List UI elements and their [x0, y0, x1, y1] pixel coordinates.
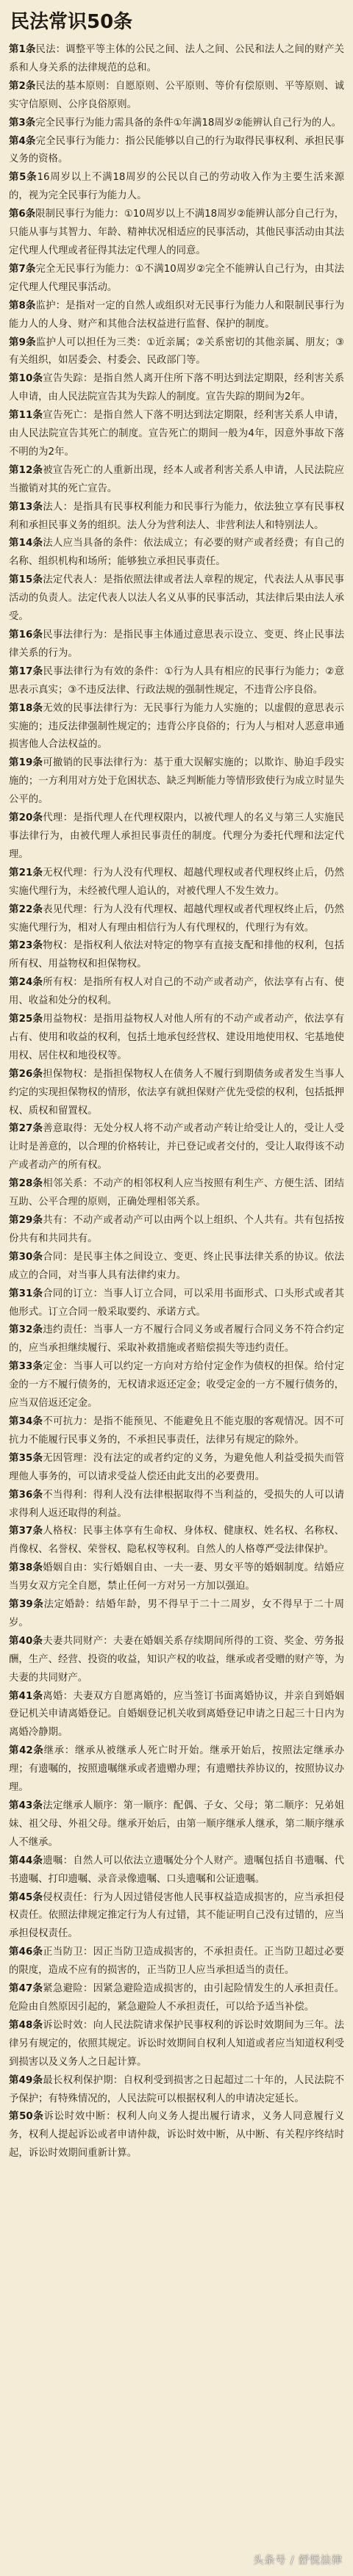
article-text: 完全无民事行为能力：①不满10周岁②完全不能辨认自己行为，由其法定代理人代理民事活动。	[9, 263, 345, 293]
article-text: 夫妻共同财产：夫妻在婚姻关系存续期间所得的工资、奖金、劳务报酬，生产、经营、投资的收益，知识产权的收益，继承或者受赠的财产等，为夫妻的共同财产。	[9, 1635, 344, 1684]
article-text: 遗嘱：自然人可以依法立遗嘱处分个人财产。遗嘱包括自书遗嘱、代书遗嘱、打印遗嘱、录音录像遗嘱、口头遗嘱和公证遗嘱。	[9, 1855, 344, 1885]
article-number: 第44条	[9, 1855, 43, 1866]
article-number: 第49条	[9, 2074, 43, 2086]
article-text: 继承：继承从被继承人死亡时开始。继承开始后，按照法定继承办理；有遗嘱的，按照遗嘱继承或者遗赠办理；有遗赠扶养协议的，按照协议办理。	[9, 1745, 345, 1794]
article-item	[9, 1321, 344, 1358]
article-text: 合同的订立：当事人订立合同，可以采用书面形式、口头形式或者其他形式。订立合同一般采取要约、承诺方式。	[9, 1288, 344, 1318]
article-item	[9, 1450, 344, 1487]
article-text: 紧急避险：因紧急避险造成损害的，由引起险情发生的人承担责任。危险由自然原因引起的，紧急避险人不承担责任，可以给予适当补偿。	[9, 1983, 344, 2013]
article-item	[9, 2017, 344, 2072]
article-number: 第18条	[9, 702, 43, 714]
article-number: 第2条	[9, 80, 36, 92]
article-text: 限制民事行为能力：①10周岁以上不满18周岁②能辨认部分自己行为，只能从事与其智力、年龄、精神状况相适应的民事活动，其他民事活动由其法定代理人代理或者征得其法定代理人的同意。	[9, 209, 344, 256]
article-text: 完全民事行为能力：指公民能够以自己的行为取得民事权利、承担民事义务的资格。	[9, 135, 345, 165]
article-text: 无效的民事法律行为：无民事行为能力人实施的；以虚假的意思表示实施的；违反法律强制性规定的；违背公序良俗的；行为人与相对人恶意串通损害他人合法权益的。	[9, 702, 344, 751]
article-text: 定金：当事人可以约定一方向对方给付定金作为债权的担保。给付定金的一方不履行债务的，无权请求返还定金；收受定金的一方不履行债务的，应当双倍返还定金。	[9, 1361, 344, 1410]
article-number: 第20条	[9, 812, 43, 824]
article-text: 侵权责任：行为人因过错侵害他人民事权益造成损害的，应当承担侵权责任。依照法律规定推定行为人有过错，其不能证明自己没有过错的，应当承担侵权责任。	[9, 1891, 344, 1940]
article-number: 第34条	[9, 1415, 43, 1427]
article-item	[9, 2108, 344, 2163]
article-number: 第5条	[9, 172, 38, 184]
article-number: 第45条	[9, 1891, 43, 1903]
article-item	[9, 1413, 344, 1450]
article-text: 物权：是指权利人依法对特定的物享有直接支配和排他的权利，包括所有权、用益物权和担保物权。	[9, 940, 344, 970]
article-text: 不当得利：得利人没有法律根据取得不当利益的，受损失的人可以请求得利人返还取得的利益。	[9, 1489, 344, 1519]
article-number: 第16条	[9, 629, 43, 641]
article-number: 第7条	[9, 263, 36, 275]
article-text: 宣告死亡：是指自然人下落不明达到法定期限，经利害关系人申请，由人民法院宣告其死亡的制度。宣告死亡的期间一般为4年，因意外事故下落不明的为2年。	[9, 410, 344, 458]
article-number: 第32条	[9, 1324, 43, 1336]
article-number: 第28条	[9, 1178, 43, 1190]
article-item	[9, 1523, 344, 1559]
article-text: 婚姻自由：实行婚姻自由、一夫一妻、男女平等的婚姻制度。结婚应当男女双方完全自愿，禁止任何一方对另一方加以强迫。	[9, 1562, 344, 1592]
article-number: 第40条	[9, 1635, 43, 1647]
article-number: 第25条	[9, 1014, 43, 1025]
article-number: 第13条	[9, 501, 43, 513]
article-number: 第3条	[9, 117, 36, 129]
article-text: 正当防卫：因正当防卫造成损害的，不承担责任。正当防卫超过必要的限度，造成不应有的损害的，正当防卫人应当承担适当的责任。	[9, 1947, 344, 1977]
article-item	[9, 407, 344, 462]
article-item	[9, 2072, 344, 2109]
article-number: 第9条	[9, 336, 36, 348]
article-text: 民法：调整平等主体的公民之间、法人之间、公民和法人之间的财产关系和人身关系的法律规范的总和。	[9, 44, 345, 73]
article-text: 监护人可以担任为三类：①近亲属；②关系密切的其他亲属、朋友；③有关组织，如居委会、村委会、民政部门等。	[9, 336, 344, 367]
article-number: 第30条	[9, 1251, 43, 1263]
article-number: 第48条	[9, 2019, 43, 2031]
article-item	[9, 663, 344, 700]
article-list	[9, 41, 344, 2163]
article-number: 第6条	[9, 209, 36, 220]
article-text: 宣告失踪：是指自然人离开住所下落不明达到法定期限，经利害关系人申请，由人民法院宣告其为失踪人的制度。宣告失踪的期间为2年。	[9, 373, 344, 403]
article-item	[9, 754, 344, 809]
article-text: 所有权：是指所有权人对自己的不动产或者动产，依法享有占有、使用、收益和处分的权利。	[9, 977, 344, 1007]
article-text: 民法的基本原则：自愿原则、公平原则、等价有偿原则、平等原则、诚实守信原则、公序良俗原则。	[9, 80, 345, 110]
article-text: 可撤销的民事法律行为：基于重大误解实施的；以欺诈、胁迫手段实施的；一方利用对方处于危困状态、缺乏判断能力等情形致使行为成立时显失公平的。	[9, 757, 344, 806]
article-item	[9, 1596, 344, 1633]
article-text: 法定继承人顺序：第一顺序：配偶、子女、父母；第二顺序：兄弟姐妹、祖父母、外祖父母。继承开始后，由第一顺序继承人继承，第二顺序继承人不继承。	[9, 1800, 344, 1848]
article-item	[9, 499, 344, 535]
article-number: 第21条	[9, 867, 43, 878]
article-item	[9, 1358, 344, 1413]
article-item	[9, 1066, 344, 1121]
article-text: 被宣告死亡的人重新出现，经本人或者利害关系人申请，人民法院应当撤销对其的死亡宣告。	[9, 464, 344, 494]
article-item	[9, 700, 344, 755]
article-text: 离婚：夫妻双方自愿离婚的，应当签订书面离婚协议，并亲自到婚姻登记机关申请离婚登记。自婚姻登记机关收到离婚登记申请之日起三十日内为离婚冷静期。	[9, 1690, 344, 1739]
article-item	[9, 1852, 344, 1889]
article-number: 第10条	[9, 373, 43, 385]
article-item	[9, 1688, 344, 1743]
article-item	[9, 1797, 344, 1852]
article-number: 第24条	[9, 977, 43, 989]
article-text: 不可抗力：是指不能预见、不能避免且不能克服的客观情况。因不可抗力不能履行民事义务的，不承担民事责任，法律另有规定的除外。	[9, 1415, 344, 1446]
article-number: 第12条	[9, 464, 43, 476]
article-number: 第1条	[9, 44, 36, 55]
article-number: 第37条	[9, 1526, 43, 1537]
article-text: 法人：是指具有民事权利能力和民事行为能力，依法独立享有民事权利和承担民事义务的组织。法人分为营利法人、非营利法人和特别法人。	[9, 501, 344, 531]
article-item	[9, 206, 344, 261]
article-number: 第36条	[9, 1489, 43, 1501]
article-number: 第41条	[9, 1690, 43, 1702]
article-number: 第19条	[9, 757, 43, 769]
article-text: 代理：是指代理人在代理权限内，以被代理人的名义与第三人实施民事法律行为，由被代理人承担民事责任的制度。代理分为委托代理和法定代理。	[9, 812, 344, 860]
article-item	[9, 1944, 344, 1980]
article-number: 第33条	[9, 1361, 43, 1373]
article-text: 民事法律行为：是指民事主体通过意思表示设立、变更、终止民事法律关系的行为。	[9, 629, 344, 659]
article-item	[9, 865, 344, 901]
article-text: 善意取得：无处分权人将不动产或者动产转让给受让人的，受让人受让时是善意的，以合理的价格转让，并已登记或者交付的，受让人取得该不动产或者动产的所有权。	[9, 1123, 344, 1172]
article-number: 第17条	[9, 665, 43, 677]
article-item	[9, 974, 344, 1011]
article-text: 合同：是民事主体之间设立、变更、终止民事法律关系的协议。依法成立的合同，对当事人具有法律约束力。	[9, 1251, 344, 1281]
article-text: 16周岁以上不满18周岁的公民以自己的劳动收入作为主要生活来源的，视为完全民事行为能力人。	[9, 172, 344, 202]
article-number: 第15条	[9, 574, 43, 586]
article-item	[9, 1212, 344, 1249]
article-number: 第46条	[9, 1947, 43, 1958]
article-text: 无权代理：行为人没有代理权、超越代理权或者代理权终止后，仍然实施代理行为，未经被代理人追认的，对被代理人不发生效力。	[9, 867, 344, 897]
article-item	[9, 115, 344, 133]
article-item	[9, 462, 344, 499]
article-text: 民事法律行为有效的条件：①行为人具有相应的民事行为能力；②意思表示真实；③不违反法律、行政法规的强制性规定，不违背公序良俗。	[9, 665, 344, 696]
article-item	[9, 535, 344, 571]
article-number: 第26条	[9, 1068, 43, 1080]
article-number: 第14条	[9, 538, 43, 549]
article-item	[9, 1633, 344, 1688]
article-text: 担保物权：是指担保物权人在债务人不履行到期债务或者发生当事人约定的实现担保物权的情形，依法享有就担保财产优先受偿的权利，包括抵押权、质权和留置权。	[9, 1068, 344, 1116]
article-item	[9, 41, 344, 78]
article-item	[9, 937, 344, 974]
article-item	[9, 1742, 344, 1797]
article-number: 第4条	[9, 135, 36, 147]
article-item	[9, 1559, 344, 1596]
article-text: 无因管理：没有法定的或者约定的义务，为避免他人利益受损失而管理他人事务的，可以请求受益人偿还由此支出的必要费用。	[9, 1452, 344, 1482]
article-text: 用益物权：是指用益物权人对他人所有的不动产或者动产，依法享有占有、使用和收益的权利，包括土地承包经营权、建设用地使用权、宅基地使用权、居住权和地役权等。	[9, 1014, 344, 1061]
article-number: 第43条	[9, 1800, 43, 1811]
article-text: 最长权利保护期：自权利受到损害之日起超过二十年的，人民法院不予保护；有特殊情况的，人民法院可以根据权利人的申请决定延长。	[9, 2074, 344, 2104]
article-text: 完全民事行为能力需具备的条件①年满18周岁②能辨认自己行为的人。	[35, 117, 342, 129]
article-number: 第31条	[9, 1288, 43, 1299]
watermark-text: 头条号 / 舒悦法律	[253, 2555, 343, 2566]
article-text: 表见代理：行为人没有代理权、超越代理权或者代理权终止后，仍然实施代理行为，相对人有理由相信行为人有代理权的，代理行为有效。	[9, 903, 344, 934]
article-item	[9, 901, 344, 938]
article-item	[9, 1011, 344, 1066]
article-item	[9, 297, 344, 334]
article-text: 人格权：民事主体享有生命权、身体权、健康权、姓名权、名称权、肖像权、名誉权、荣誉权、隐私权等权利。自然人的人格尊严受法律保护。	[9, 1526, 344, 1556]
article-item	[9, 1249, 344, 1285]
article-item	[9, 169, 344, 206]
article-item	[9, 1487, 344, 1523]
article-text: 诉讼时效：向人民法院请求保护民事权利的诉讼时效期间为三年。法律另有规定的，依照其规定。诉讼时效期间自权利人知道或者应当知道权利受到损害以及义务人之日起计算。	[9, 2019, 344, 2068]
article-number: 第39条	[9, 1599, 44, 1611]
article-number: 第22条	[9, 903, 43, 915]
article-item	[9, 1980, 344, 2017]
article-text: 法定代表人：是指依照法律或者法人章程的规定，代表法人从事民事活动的负责人。法定代表人以法人名义从事的民事活动，其法律后果由法人承受。	[9, 574, 344, 623]
article-text: 相邻关系：不动产的相邻权利人应当按照有利生产、方便生活、团结互助、公平合理的原则，正确处理相邻关系。	[9, 1178, 344, 1208]
article-text: 监护：是指对一定的自然人或组织对无民事行为能力人和限制民事行为能力人的人身、财产和其他合法权益进行监督、保护的制度。	[9, 300, 345, 330]
article-item	[9, 1285, 344, 1322]
article-number: 第29条	[9, 1215, 43, 1226]
article-number: 第27条	[9, 1123, 43, 1135]
article-number: 第11条	[9, 410, 43, 422]
article-number: 第42条	[9, 1745, 44, 1757]
article-item	[9, 261, 344, 297]
article-item	[9, 78, 344, 115]
article-number: 第8条	[9, 300, 36, 311]
article-item	[9, 1120, 344, 1175]
article-text: 法定婚龄：结婚年龄，男不得早于二十二周岁，女不得早于二十周岁。	[9, 1599, 345, 1628]
article-item	[9, 1889, 344, 1944]
article-number: 第35条	[9, 1452, 43, 1464]
article-item	[9, 809, 344, 865]
article-text: 诉讼时效中断：权利人向义务人提出履行请求，义务人同意履行义务，权利人提起诉讼或者申请仲裁，诉讼时效中断，从中断、有关程序终结时起，诉讼时效期间重新计算。	[9, 2111, 345, 2160]
article-text: 违约责任：当事人一方不履行合同义务或者履行合同义务不符合约定的，应当承担继续履行、采取补救措施或者赔偿损失等违约责任。	[9, 1324, 344, 1354]
page-title: 民法常识50条	[10, 11, 133, 33]
article-item	[9, 334, 344, 371]
article-text: 法人应当具备的条件：依法成立；有必要的财产或者经费；有自己的名称、组织机构和场所；能够独立承担民事责任。	[9, 538, 344, 568]
article-item	[9, 627, 344, 663]
article-number: 第23条	[9, 940, 43, 952]
article-number: 第47条	[9, 1983, 43, 1995]
article-item	[9, 370, 344, 407]
article-text: 共有：不动产或者动产可以由两个以上组织、个人共有。共有包括按份共有和共同共有。	[9, 1215, 344, 1244]
article-item	[9, 571, 344, 627]
article-item	[9, 1175, 344, 1212]
article-number: 第38条	[9, 1562, 43, 1574]
article-number: 第50条	[9, 2111, 44, 2123]
article-item	[9, 133, 344, 170]
